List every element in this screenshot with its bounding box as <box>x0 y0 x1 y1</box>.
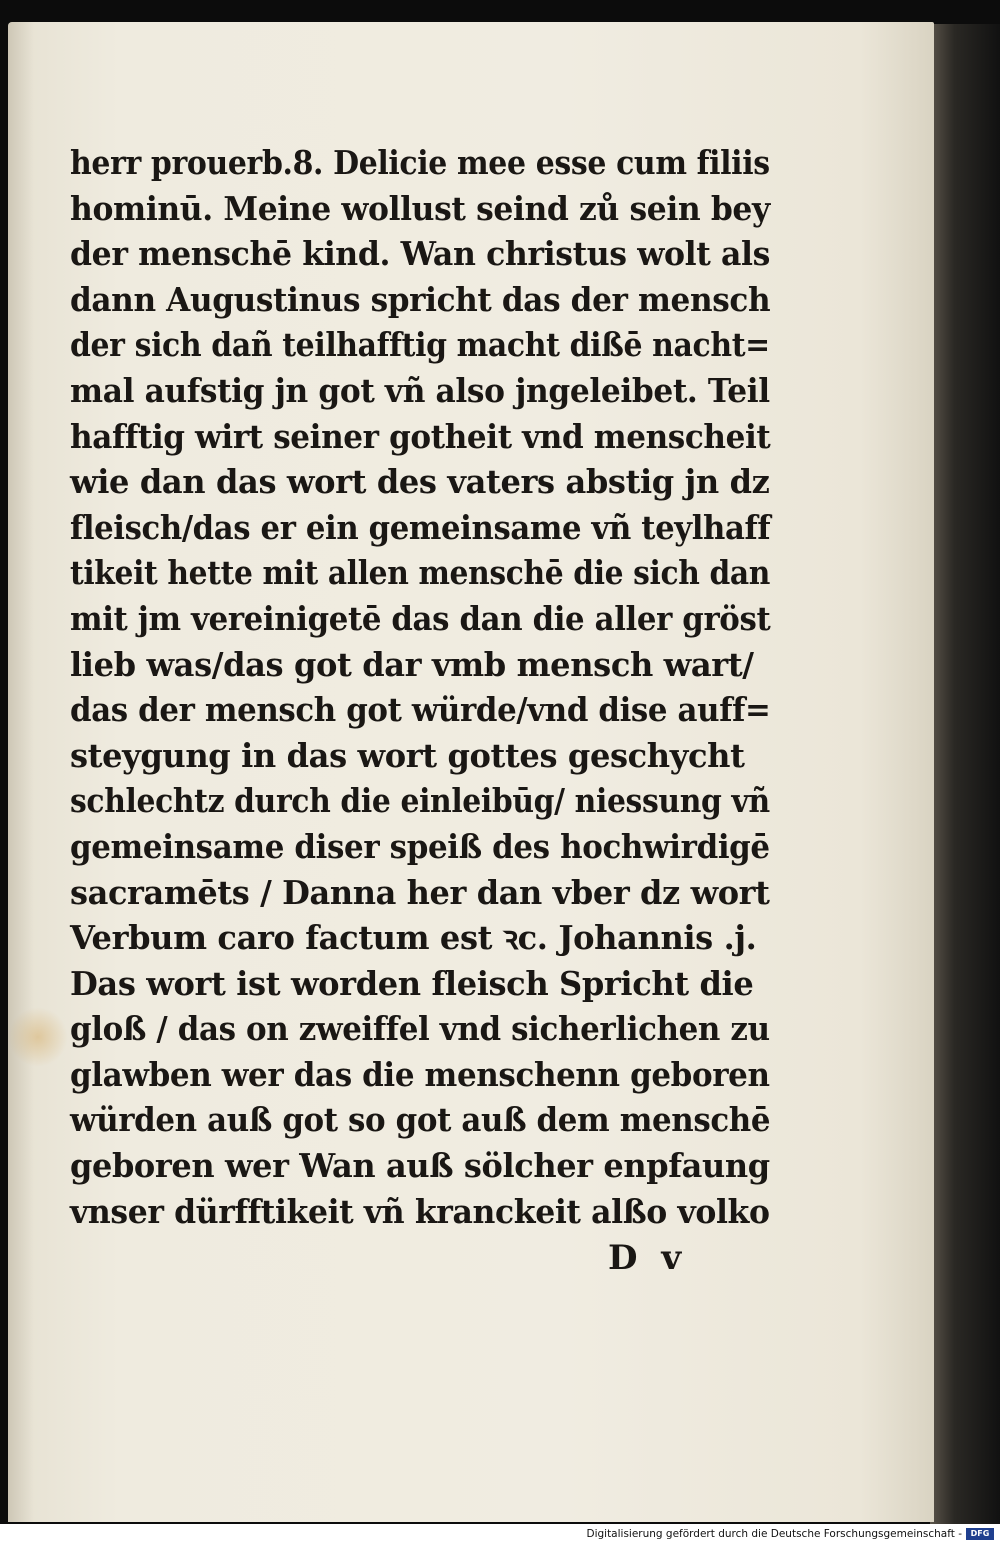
text-line: mal aufstig jn got vñ also jngeleibet. Teil <box>70 370 770 410</box>
text-line: mit jm vereinigetē das dan die aller gröst <box>70 598 771 638</box>
text-line: geboren wer Wan auß sölcher enpfaung <box>70 1146 770 1186</box>
text-line: tikeit hette mit allen menschē die sich dan <box>70 553 771 593</box>
text-line: wie dan das wort des vaters abstig jn dz <box>70 462 770 502</box>
page-edge-shadow <box>930 24 1000 1524</box>
text-line: Verbum caro factum est ꝛc. Johannis .j. <box>70 918 757 958</box>
book-page <box>8 22 934 1522</box>
text-line: fleisch/das er ein gemeinsame vñ teylhaff <box>70 507 771 547</box>
footer-credit: Digitalisierung gefördert durch die Deutsche Forschungsgemeinschaft - <box>586 1528 962 1540</box>
text-line: gloß / das on zweiffel vnd sicherlichen zu <box>70 1009 770 1049</box>
text-line: lieb was/das got dar vmb mensch wart/ <box>70 644 754 684</box>
text-line: sacramēts / Danna her dan vber dz wort <box>70 872 770 912</box>
text-line: schlechtz durch die einleibūg/ niessung vñ <box>70 781 770 821</box>
text-line: dann Augustinus spricht das der mensch <box>70 279 771 319</box>
text-line: vnser dürfftikeit vñ kranckeit alßo volko <box>70 1191 770 1231</box>
text-line: der sich dañ teilhafftig macht dißē nacht= <box>70 325 770 365</box>
text-line: würden auß got so got auß dem menschē <box>70 1100 771 1140</box>
text-line: hominū. Meine wollust seind zů sein bey <box>70 188 770 228</box>
paper-stain <box>8 1007 68 1067</box>
text-line: glawben wer das die menschenn geboren <box>70 1054 770 1094</box>
dfg-logo-icon: DFG <box>966 1528 994 1540</box>
text-line: Das wort ist worden fleisch Spricht die <box>70 963 754 1003</box>
signature-mark: D v <box>608 1238 688 1278</box>
text-line: hafftig wirt seiner gotheit vnd menscheit <box>70 416 771 456</box>
text-line: steygung in das wort gottes geschycht <box>70 735 745 775</box>
text-line: das der mensch got würde/vnd dise auff= <box>70 690 771 730</box>
page-text-block <box>70 140 790 1234</box>
text-line: herr prouerb.8. Delicie mee esse cum filiis <box>70 143 770 182</box>
footer-bar <box>0 1524 1000 1545</box>
text-line: der menschē kind. Wan christus wolt als <box>70 234 770 274</box>
text-line: gemeinsame diser speiß des hochwirdigē <box>70 826 770 866</box>
